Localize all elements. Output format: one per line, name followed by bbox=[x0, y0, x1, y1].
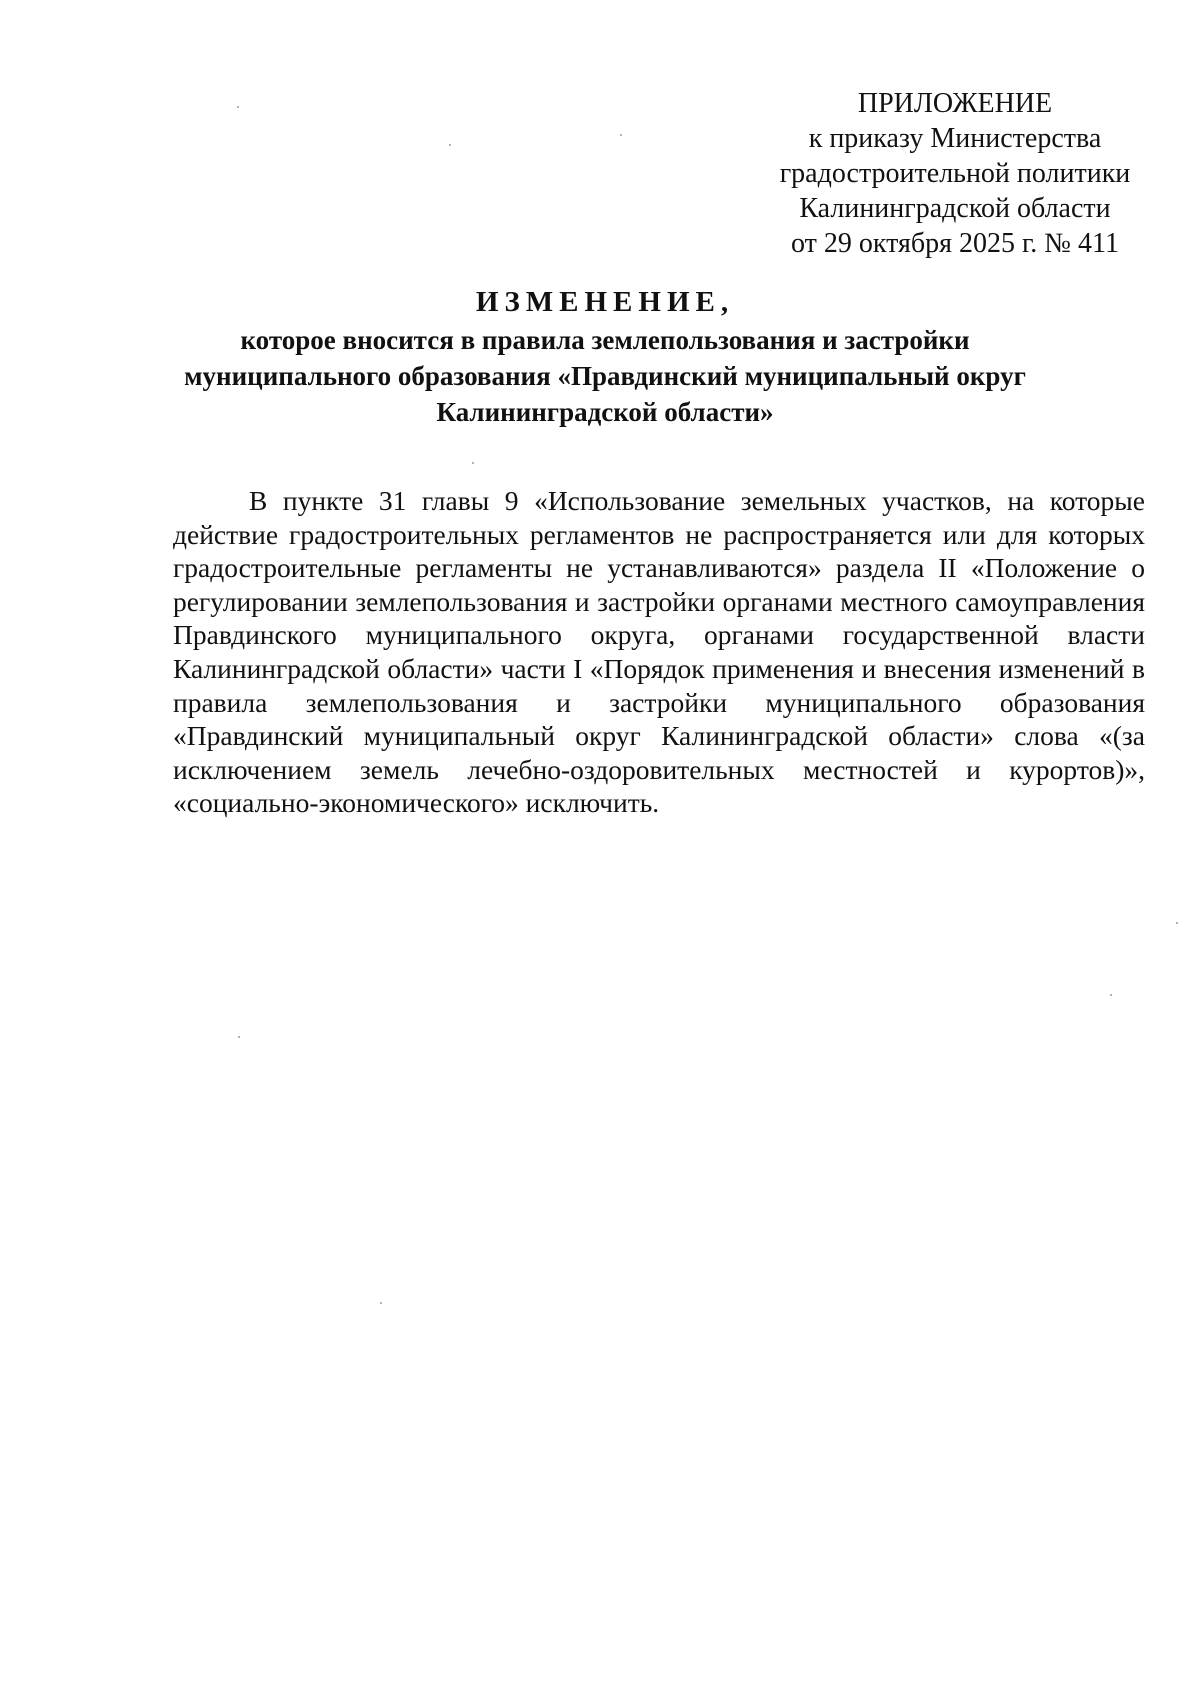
appendix-date-number: от 29 октября 2025 г. № 411 bbox=[791, 228, 1119, 259]
scan-speck bbox=[1110, 994, 1112, 996]
document-title bbox=[150, 284, 1060, 430]
appendix-header bbox=[770, 86, 1140, 261]
scan-speck bbox=[449, 144, 451, 146]
body-paragraph: В пункте 31 главы 9 «Использование земельных участков, на которые действие градостроительных регламентов не распространяется или для которых градостроительные регламенты не устанавливаются» раздела II «Положение о регулировании землепользования и застройки органами местного самоуправления Правдинского муниципального округа, органами государственной власти Калининградской области» части I «Порядок применения и внесения изменений в правила землепользования и застройки муниципального образования «Правдинский муниципальный округ Калининградской области» слова «(за исключением земель лечебно-оздоровительных местностей и курортов)», «социально-экономического» исключить. bbox=[173, 485, 1145, 819]
scan-speck bbox=[380, 1302, 382, 1304]
appendix-region-line: Калининградской области bbox=[799, 193, 1111, 224]
scan-speck bbox=[620, 134, 622, 136]
title-line-1: которое вносится в правила землепользования и застройки bbox=[240, 325, 970, 355]
title-heading: ИЗМЕНЕНИЕ, bbox=[475, 286, 735, 318]
appendix-order-line: к приказу Министерства bbox=[808, 123, 1102, 154]
title-line-2: муниципального образования «Правдинский муниципальный округ bbox=[184, 361, 1026, 391]
title-subtitle bbox=[150, 322, 1060, 430]
scan-speck bbox=[237, 106, 239, 108]
scan-speck bbox=[1176, 922, 1178, 924]
scan-speck bbox=[238, 1036, 240, 1038]
appendix-ministry-line: градостроительной политики bbox=[779, 158, 1131, 189]
title-line-3: Калининградской области» bbox=[436, 397, 774, 427]
scan-speck bbox=[472, 462, 474, 464]
appendix-label: ПРИЛОЖЕНИЕ bbox=[857, 88, 1053, 119]
